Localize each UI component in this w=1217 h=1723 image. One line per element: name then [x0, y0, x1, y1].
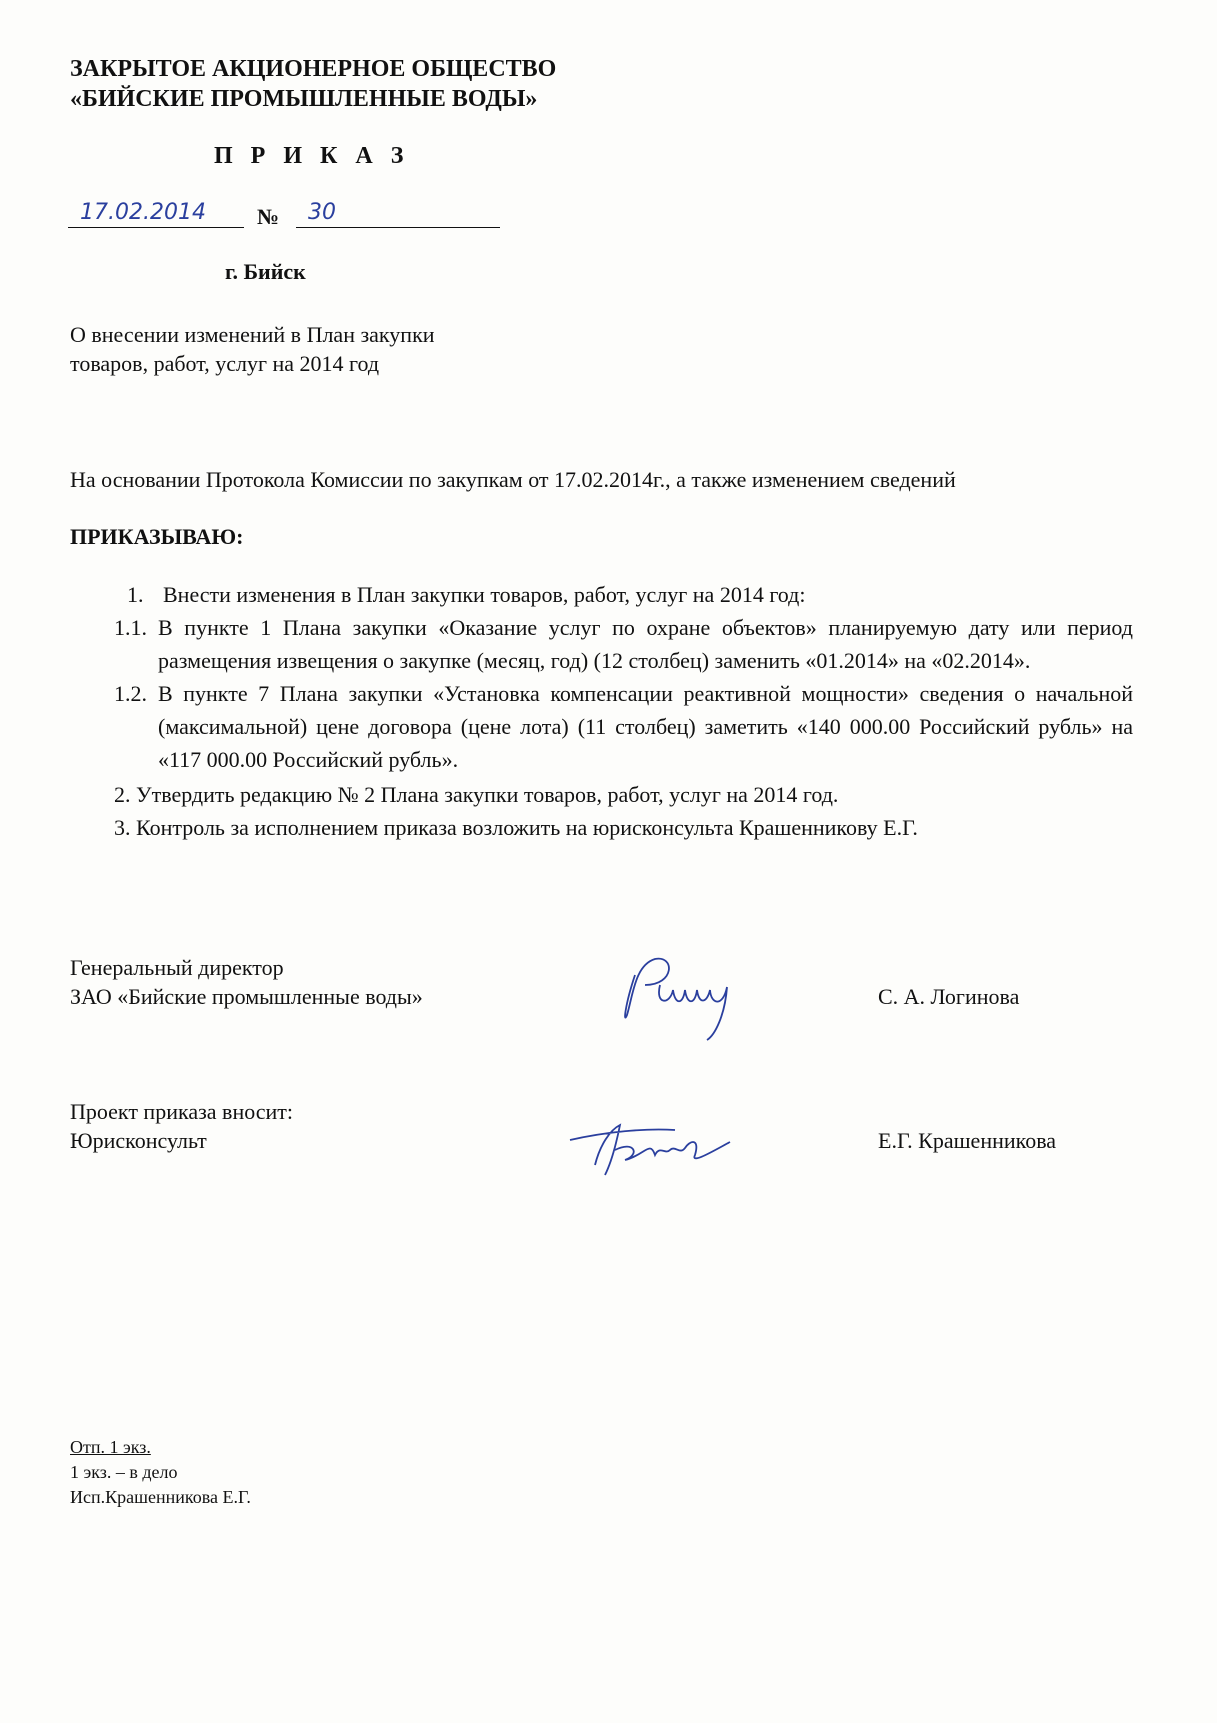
item-1-1 [114, 611, 1133, 677]
subject-line1: О внесении изменений в План закупки [70, 322, 435, 347]
item-1-text: Внести изменения в План закупки товаров, работ, услуг на 2014 год: [163, 582, 806, 607]
item-1 [127, 578, 1133, 611]
item-1-2-body [114, 677, 1133, 776]
org-name-line2: «БИЙСКИЕ ПРОМЫШЛЕННЫЕ ВОДЫ» [70, 86, 538, 112]
author-name: Е.Г. Крашенникова [878, 1128, 1057, 1153]
footer-executor: Исп.Крашенникова Е.Г. [70, 1487, 251, 1507]
item-3: 3. Контроль за исполнением приказа возложить на юрисконсульта Крашенникову Е.Г. [114, 815, 918, 840]
subject-line2: товаров, работ, услуг на 2014 год [70, 351, 380, 376]
org-name-line1: ЗАКРЫТОЕ АКЦИОНЕРНОЕ ОБЩЕСТВО [70, 56, 557, 82]
director-name: С. А. Логинова [878, 984, 1020, 1009]
number-sign: № [257, 204, 280, 229]
number-underline [296, 227, 500, 228]
date-underline [68, 227, 244, 228]
director-signature [615, 945, 745, 1045]
item-1-2-text: В пункте 7 Плана закупки «Установка компенсации реактивной мощности» сведения о начальной (максимальной) цене договора (цене лота) (11 столбец) заметить «140 000.00 Российский рубль» на «117 000.00 Российский рубль». [158, 681, 1133, 772]
author-signature [565, 1110, 735, 1185]
item-2: 2. Утвердить редакцию № 2 Плана закупки товаров, работ, услуг на 2014 год. [114, 782, 839, 807]
author-title-2: Юрисконсульт [70, 1128, 207, 1153]
director-title-1: Генеральный директор [70, 955, 284, 980]
author-title-1: Проект приказа вносит: [70, 1099, 294, 1124]
document-title: П Р И К А З [214, 143, 410, 169]
city: г. Бийск [225, 259, 306, 284]
item-1-2-number: 1.2. [114, 681, 147, 706]
item-1-2 [114, 677, 1133, 776]
item-1-1-number: 1.1. [114, 615, 147, 640]
footer-copies: Отп. 1 экз. [70, 1437, 151, 1457]
item-1-number: 1. [127, 582, 144, 607]
director-title-2: ЗАО «Бийские промышленные воды» [70, 984, 423, 1009]
order-number: 30 [308, 200, 336, 225]
item-1-1-text: В пункте 1 Плана закупки «Оказание услуг по охране объектов» планируемую дату или период размещения извещения о закупке (месяц, год) (12 столбец) заменить «01.2014» на «02.2014». [158, 615, 1133, 673]
order-word: ПРИКАЗЫВАЮ: [70, 524, 244, 549]
basis-paragraph: На основании Протокола Комиссии по закупкам от 17.02.2014г., а также изменением сведений [70, 467, 956, 492]
order-date: 17.02.2014 [80, 200, 206, 225]
order-items [114, 578, 1133, 844]
footer-file: 1 экз. – в дело [70, 1462, 178, 1482]
item-1-1-body [114, 611, 1133, 677]
